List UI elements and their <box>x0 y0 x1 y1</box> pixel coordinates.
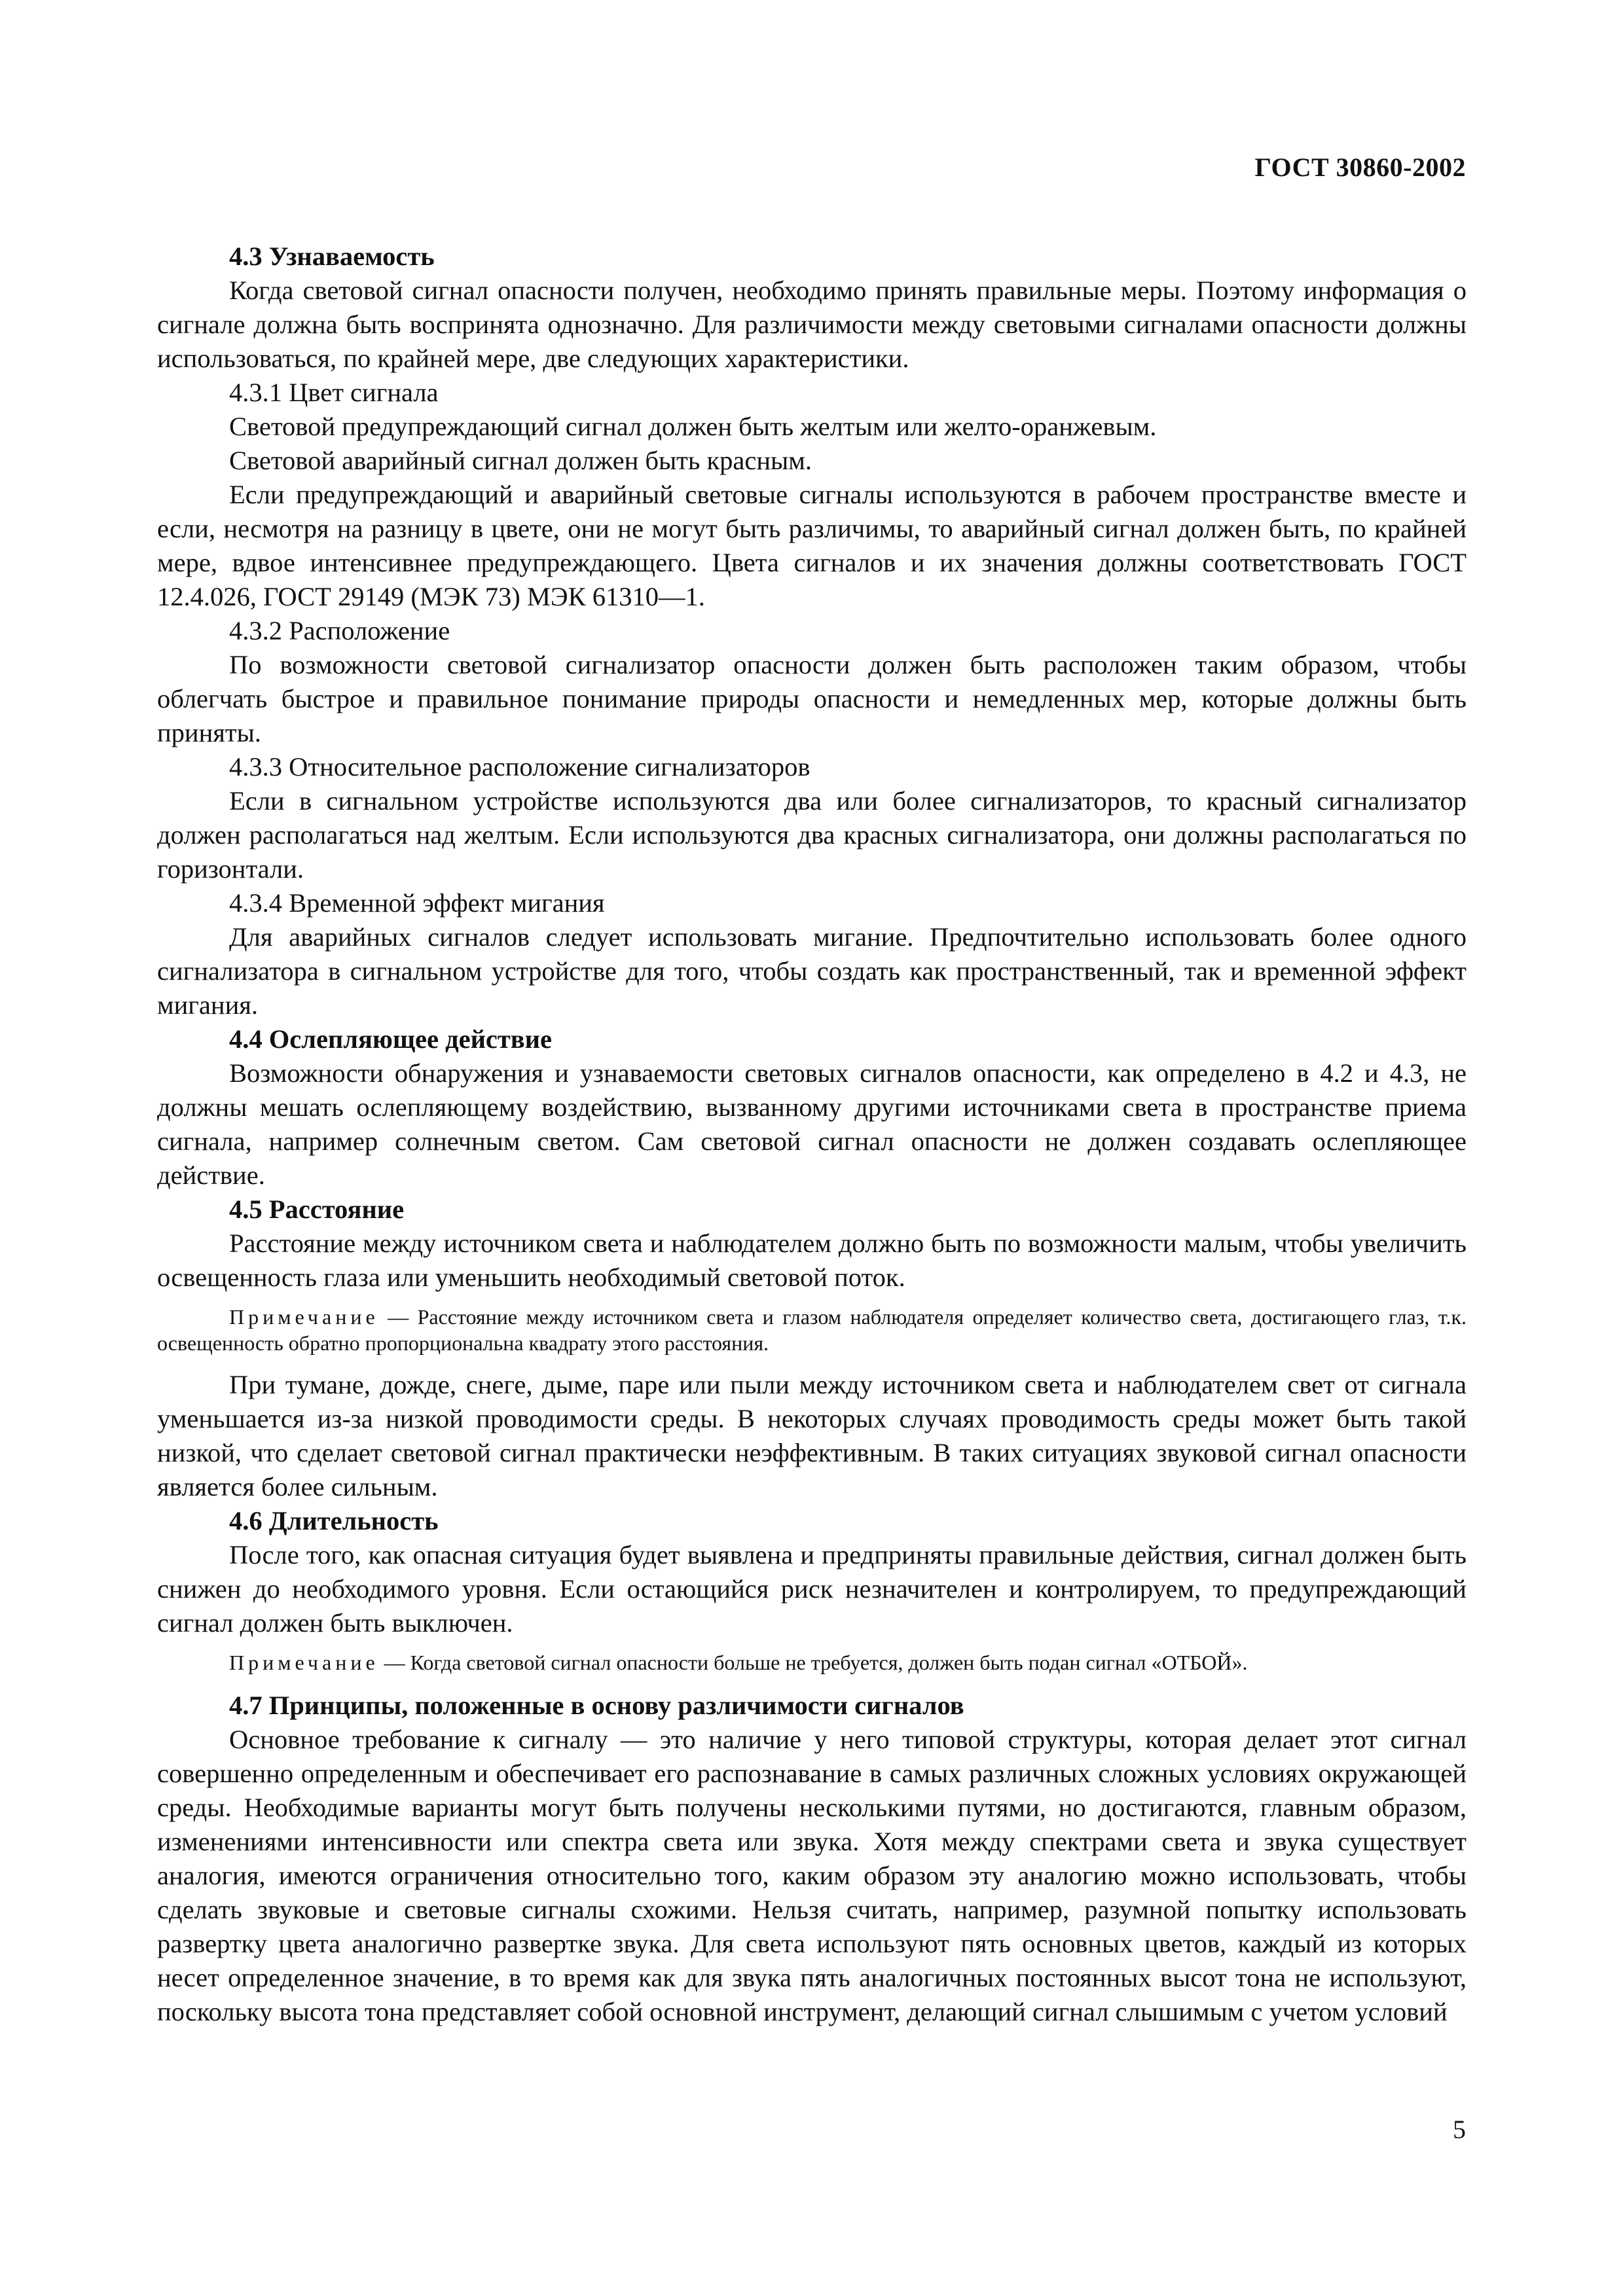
subsection-heading-4-3-1: 4.3.1 Цвет сигнала <box>229 378 439 407</box>
paragraph: Когда световой сигнал опасности получен, необходимо принять правильные меры. Поэтому информация о сигнале должна быть воспринята однозначно. Для различимости между световыми сигналами опасности должны использоваться, по крайней мере, две следующих характеристики. <box>157 276 1467 373</box>
note-text: — Расстояние между источником света и глазом наблюдателя определяет количество света, достигающего глаз, т.к. освещенность обратно пропорциональна квадрату этого расстояния. <box>157 1305 1467 1355</box>
note-label: Примечание <box>229 1651 379 1674</box>
paragraph: После того, как опасная ситуация будет выявлена и предприняты правильные действия, сигнал должен быть снижен до необходимого уровня. Если остающийся риск незначителен и контролируем, то предупреждающий сигнал должен быть выключен. <box>157 1540 1467 1638</box>
note-text: — Когда световой сигнал опасности больше не требуется, должен быть подан сигнал «ОТБОЙ». <box>378 1651 1248 1674</box>
paragraph: Основное требование к сигналу — это наличие у него типовой структуры, которая делает этот сигнал совершенно определенным и обеспечивает его распознавание в самых различных сложных условиях окружающей среды. Необходимые варианты могут быть получены несколькими путями, но достигаются, главным образом, изменениями интенсивности или спектра света или звука. Хотя между спектрами света и звука существует аналогия, имеются ограничения относительно того, каким образом эту аналогию можно использовать, чтобы сделать звуковые и световые сигналы схожими. Нельзя считать, например, разумной попытку использовать развертку цвета аналогично развертке звука. Для света используют пять основных цветов, каждый из которых несет определенное значение, в то время как для звука пять аналогичных постоянных высот тона не используют, поскольку высота тона представляет собой основной инструмент, делающий сигнал слышимым с учетом условий <box>157 1725 1467 2026</box>
section-heading-4-6: 4.6 Длительность <box>229 1506 439 1535</box>
subsection-heading-4-3-4: 4.3.4 Временной эффект мигания <box>229 888 605 918</box>
paragraph: Световой предупреждающий сигнал должен быть желтым или желто-оранжевым. <box>229 412 1157 441</box>
paragraph: При тумане, дожде, снеге, дыме, паре или пыли между источником света и наблюдателем свет от сигнала уменьшается из-за низкой проводимости среды. В некоторых случаях проводимость среды может быть такой низкой, что сделает световой сигнал практически неэффективным. В таких ситуациях звуковой сигнал опасности является более сильным. <box>157 1370 1467 1501</box>
page-number: 5 <box>1453 2115 1466 2144</box>
paragraph: Для аварийных сигналов следует использовать мигание. Предпочтительно использовать более одного сигнализатора в сигнальном устройстве для того, чтобы создать как пространственный, так и временной эффект мигания. <box>157 922 1467 1020</box>
paragraph: Возможности обнаружения и узнаваемости световых сигналов опасности, как определено в 4.2 и 4.3, не должны мешать ослепляющему воздействию, вызванному другими источниками света в пространстве приема сигнала, например солнечным светом. Сам световой сигнал опасности не должен создавать ослепляющее действие. <box>157 1058 1467 1190</box>
note-4-5 <box>157 1304 1467 1356</box>
note-label: Примечание <box>229 1305 379 1329</box>
document-code-header: ГОСТ 30860-2002 <box>1254 152 1466 182</box>
subsection-heading-4-3-3: 4.3.3 Относительное расположение сигнализаторов <box>229 752 811 781</box>
note-4-6 <box>157 1649 1467 1676</box>
section-heading-4-3: 4.3 Узнаваемость <box>229 242 435 271</box>
paragraph: Расстояние между источником света и наблюдателем должно быть по возможности малым, чтобы увеличить освещенность глаза или уменьшить необходимый световой поток. <box>157 1229 1467 1292</box>
paragraph: Световой аварийный сигнал должен быть красным. <box>229 446 812 475</box>
section-heading-4-4: 4.4 Ослепляющее действие <box>229 1024 552 1054</box>
page-body <box>157 240 1467 2029</box>
paragraph: Если предупреждающий и аварийный световые сигналы используются в рабочем пространстве вместе и если, несмотря на разницу в цвете, они не могут быть различимы, то аварийный сигнал должен быть, по крайней мере, вдвое интенсивнее предупреждающего. Цвета сигналов и их значения должны соответствовать ГОСТ 12.4.026, ГОСТ 29149 (МЭК 73) МЭК 61310—1. <box>157 480 1467 611</box>
section-heading-4-5: 4.5 Расстояние <box>229 1194 405 1224</box>
paragraph: По возможности световой сигнализатор опасности должен быть расположен таким образом, чтобы облегчать быстрое и правильное понимание природы опасности и немедленных мер, которые должны быть приняты. <box>157 650 1467 747</box>
subsection-heading-4-3-2: 4.3.2 Расположение <box>229 616 450 645</box>
section-heading-4-7: 4.7 Принципы, положенные в основу различимости сигналов <box>229 1691 964 1720</box>
paragraph: Если в сигнальном устройстве используются два или более сигнализаторов, то красный сигнализатор должен располагаться над желтым. Если используются два красных сигнализатора, они должны располагаться по горизонтали. <box>157 786 1467 884</box>
